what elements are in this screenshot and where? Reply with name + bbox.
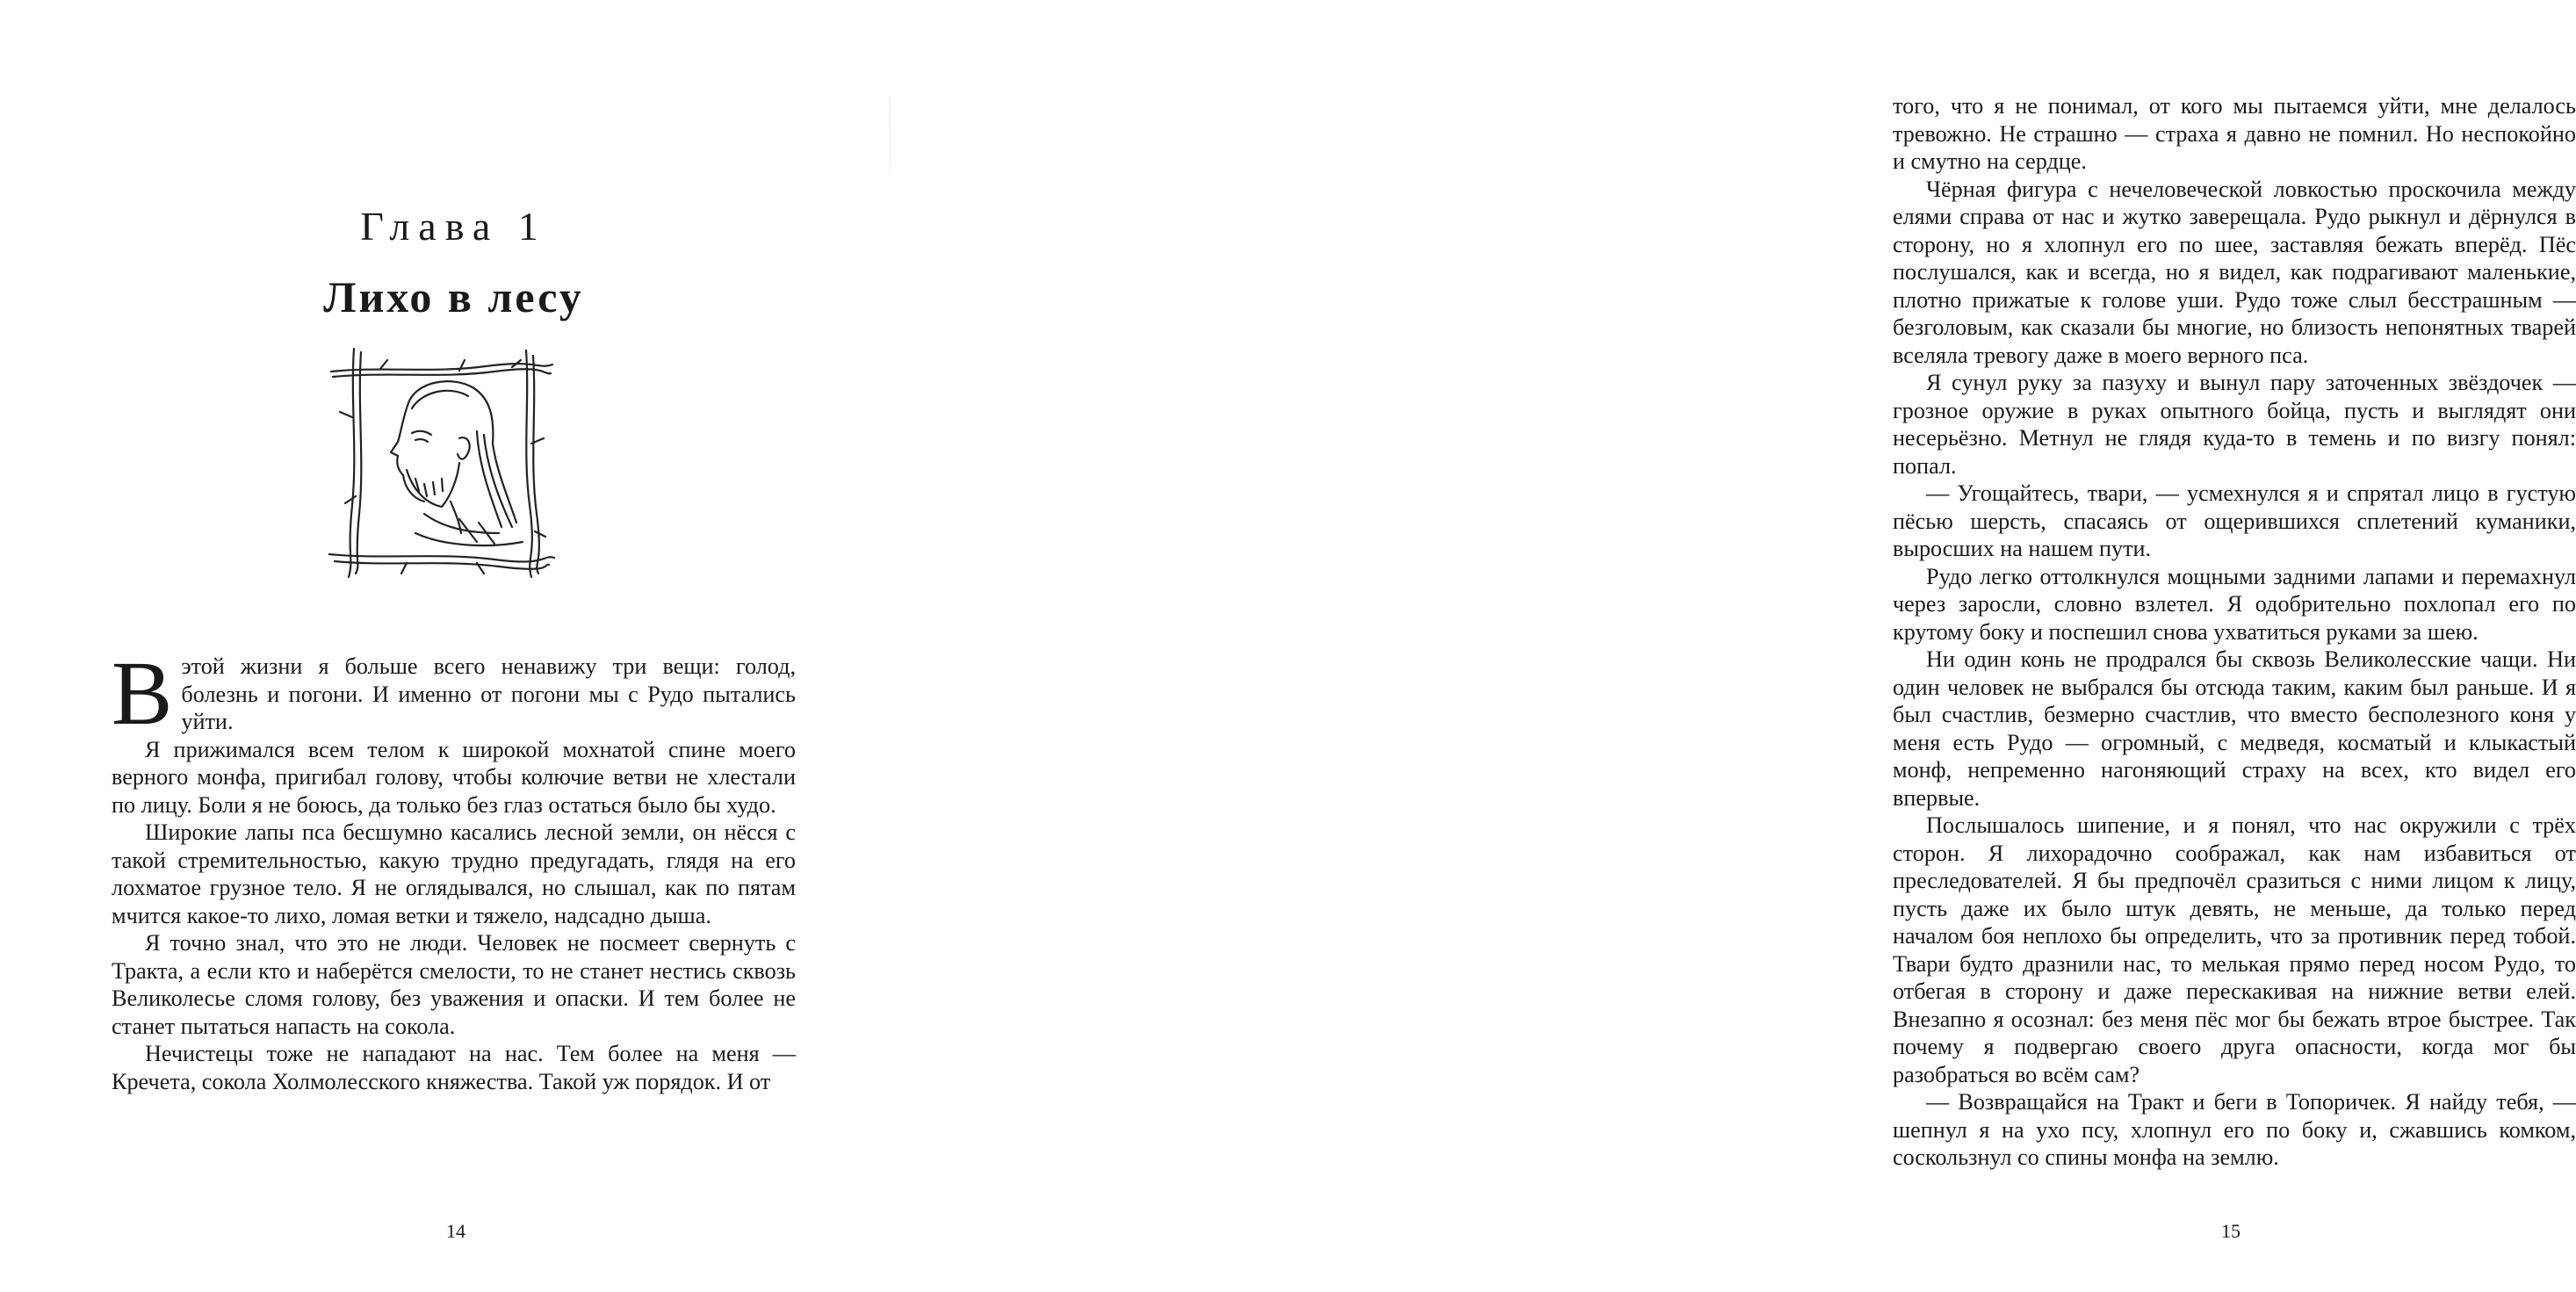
chapter-title: Лихо в лесу — [323, 272, 584, 321]
paragraph: Широкие лапы пса бесшумно касались лесной земли, он нёсся с такой стремительностью, какую трудно предугадать, глядя на его лохматое грузное тело. Я не оглядывался, но слышал, как по пятам мчится какое-то лихо, ломая ветки и тяжело, надсадно дыша. — [112, 819, 796, 928]
paragraph: Я точно знал, что это не люди. Человек не посмеет свернуть с Тракта, а если кто и наберётся смелости, то не станет нестись сквозь Великолесье сломя голову, без уважения и опаски. И тем более не станет пытаться напасть на сокола. — [112, 930, 796, 1039]
drop-cap: В — [112, 643, 173, 744]
page-number-left: 14 — [446, 1220, 465, 1242]
paragraph: — Угощайтесь, твари, — усмехнулся я и спрятал лицо в густую пёсью шерсть, спасаясь от ощерившихся сплетений куманики, выросших на нашем пути. — [1893, 480, 2576, 561]
paragraph: Нечистецы тоже не нападают на нас. Тем более на меня — Кречета, сокола Холмолесского княжества. Такой уж порядок. И от — [112, 1041, 796, 1094]
chapter-label: Глава 1 — [360, 204, 547, 249]
paragraph: Я сунул руку за пазуху и вынул пару заточенных звёздочек — грозное оружие в руках опытного бойца, пусть и выглядят они несерьёзно. Метнул не глядя куда-то в темень и по визгу понял: попал. — [1893, 370, 2576, 479]
opening-paragraph-text: этой жизни я больше всего ненавижу три вещи: голод, болезнь и погони. И именно от погони мы с Рудо пытались уйти. — [181, 653, 796, 734]
right-page-text — [1893, 92, 2576, 1172]
portrait-in-branch-frame-icon — [328, 347, 556, 580]
paragraph: Послышалось шипение, и я понял, что нас окружили с трёх сторон. Я лихорадочно соображал, как нам избавиться от преследователей. Я бы предпочёл сразиться с ними лицом к лицу, пусть даже их было штук девять, не меньше, да только перед началом боя неплохо бы определить, что за противник перед тобой. Твари будто дразнили нас, то мелькая прямо перед носом Рудо, то отбегая в сторону и даже перескакивая на нижние ветви елей. Внезапно я осознал: без меня пёс мог бы бежать втрое быстрее. Так почему я подвергаю своего друга опасности, когда мог бы разобраться во всём сам? — [1893, 812, 2576, 1087]
paragraph: — Возвращайся на Тракт и беги в Топоричек. Я найду тебя, — шепнул я на ухо псу, хлопнул его по боку и, сжавшись комком, соскользнул со спины монфа на землю. — [1893, 1089, 2576, 1170]
continuation-paragraph: того, что я не понимал, от кого мы пытаемся уйти, мне делалось тревожно. Не страшно — страха я давно не помнил. Но неспокойно и смутно на сердце. — [1893, 93, 2576, 174]
paragraph: Чёрная фигура с нечеловеческой ловкостью проскочила между елями справа от нас и жутко заверещала. Рудо рыкнул и дёрнулся в сторону, но я хлопнул его по шее, заставляя бежать вперёд. Пёс послушался, как и всегда, но я видел, как подрагивают маленькие, плотно прижатые к голове уши. Рудо тоже слыл бесстрашным — безголовым, как сказали бы многие, но близость непонятных тварей вселяла тревогу даже в моего верного пса. — [1893, 176, 2576, 368]
left-page — [0, 0, 878, 1292]
left-page-text — [112, 643, 796, 1095]
paragraph: Я прижимался всем телом к широкой мохнатой спине моего верного монфа, пригибал голову, чтобы колючие ветви не хлестали по лицу. Боли я не боюсь, да только без глаз остаться было бы худо. — [112, 736, 796, 818]
page-number-right: 15 — [2221, 1220, 2240, 1242]
opening-paragraph — [112, 643, 796, 744]
paragraph: Рудо легко оттолкнулся мощными задними лапами и перемахнул через заросли, словно взлетел. Я одобрительно похлопал его по крутому боку и поспешил снова ухватиться руками за шею. — [1893, 563, 2576, 645]
right-page — [878, 0, 2576, 1292]
paragraph: Ни один конь не продрался бы сквозь Великолесские чащи. Ни один человек не выбрался бы отсюда таким, каким был раньше. И я был счастлив, безмерно счастлив, что вместо бесполезного коня у меня есть Рудо — огромный, с медведя, косматый и клыкастый монф, непременно нагоняющий страху на всех, кто видел его впервые. — [1893, 646, 2576, 811]
